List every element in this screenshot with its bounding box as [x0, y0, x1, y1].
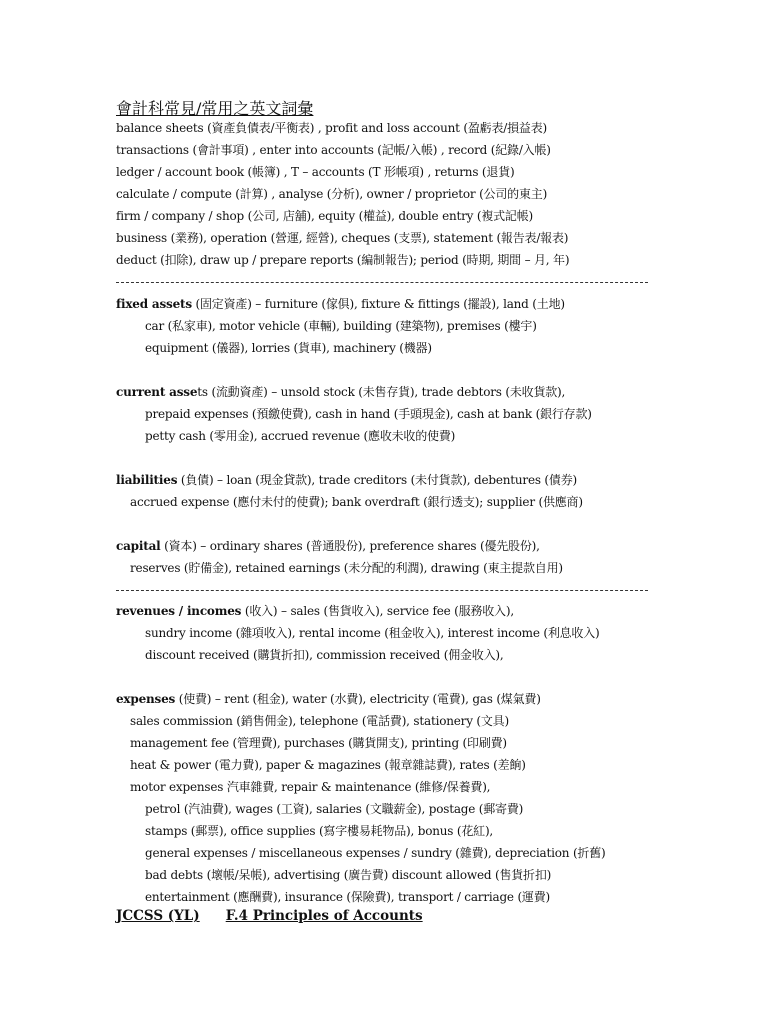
expenses-line: petrol (汽油費), wages (工資), salaries (文職薪金), postage (郵寄費) [145, 802, 524, 816]
section-divider [116, 282, 648, 283]
expenses-line: heat & power (電力費), paper & magazines (報章雜誌費), rates (差餉) [130, 758, 526, 772]
intro-line: business (業務), operation (營運, 經營), cheques (支票), statement (報告表/報表) [116, 231, 569, 245]
liabilities-heading: liabilities [116, 473, 178, 487]
current-assets-line: petty cash (零用金), accrued revenue (應收未收的使費) [145, 429, 456, 443]
revenues-line: discount received (購貨折扣), commission received (佣金收入), [145, 648, 504, 662]
section-divider [116, 590, 648, 591]
capital-text: (資本) – ordinary shares (普通股份), preference shares (優先股份), [160, 539, 540, 553]
intro-line: ledger / account book (帳簿) , T – accounts (T 形帳項) , returns (退貨) [116, 165, 515, 179]
capital-line: reserves (貯備金), retained earnings (未分配的利潤), drawing (東主提款自用) [130, 561, 563, 575]
liabilities-line [116, 472, 577, 488]
expenses-line: entertainment (應酬費), insurance (保險費), transport / carriage (運費) [145, 890, 551, 904]
expenses-line: bad debts (壞帳/呆帳), advertising (廣告費) discount allowed (售貨折扣) [145, 868, 552, 882]
capital-heading: capital [116, 539, 161, 553]
intro-line: calculate / compute (計算) , analyse (分析), owner / proprietor (公司的東主) [116, 187, 548, 201]
fixed-assets-text: (固定資產) – furniture (傢俱), fixture & fittings (擺設), land (土地) [191, 297, 565, 311]
intro-line: balance sheets (資產負債表/平衡表) , profit and loss account (盈虧表/損益表) [116, 121, 547, 135]
revenues-line: sundry income (雜項收入), rental income (租金收入), interest income (利息收入) [145, 626, 600, 640]
expenses-text: (使費) – rent (租金), water (水費), electricity (電費), gas (煤氣費) [175, 692, 541, 706]
document-title: 會計科常見/常用之英文詞彙 [116, 99, 314, 118]
revenues-line [116, 603, 514, 619]
fixed-assets-line: car (私家車), motor vehicle (車輛), building (建築物), premises (樓宇) [145, 319, 537, 333]
current-assets-line [116, 384, 565, 400]
intro-line: firm / company / shop (公司, 店舖), equity (權益), double entry (複式記帳) [116, 209, 534, 223]
fixed-assets-line [116, 296, 565, 312]
expenses-line: sales commission (銷售佣金), telephone (電話費), stationery (文具) [130, 714, 509, 728]
revenues-heading: revenues / incomes [116, 604, 242, 618]
footer-course: F.4 Principles of Accounts [225, 908, 423, 924]
expenses-line: general expenses / miscellaneous expenses / sundry (雜費), depreciation (折舊) [145, 846, 606, 860]
expenses-heading: expenses [116, 692, 176, 706]
current-assets-heading: current asse [116, 385, 198, 399]
intro-line: transactions (會計事項) , enter into accounts (記帳/入帳) , record (紀錄/入帳) [116, 143, 551, 157]
expenses-line: stamps (郵票), office supplies (寫字樓易耗物品), bonus (花紅), [145, 824, 494, 838]
footer-school: JCCSS (YL) [116, 908, 200, 924]
expenses-line [116, 691, 541, 707]
fixed-assets-heading: fixed assets [116, 297, 192, 311]
liabilities-line: accrued expense (應付未付的使費); bank overdraft (銀行透支); supplier (供應商) [130, 495, 583, 509]
intro-line: deduct (扣除), draw up / prepare reports (編制報告); period (時期, 期間 – 月, 年) [116, 253, 570, 267]
current-assets-line: prepaid expenses (預繳使費), cash in hand (手頭現金), cash at bank (銀行存款) [145, 407, 592, 421]
expenses-line: motor expenses 汽車雜費, repair & maintenance (維修/保養費), [130, 780, 491, 794]
fixed-assets-line: equipment (儀器), lorries (貨車), machinery (機器) [145, 341, 432, 355]
current-assets-text: ts (流動資產) – unsold stock (未售存貨), trade debtors (未收貨款), [197, 385, 566, 399]
page-footer [116, 908, 423, 924]
expenses-line: management fee (管理費), purchases (購貨開支), printing (印刷費) [130, 736, 507, 750]
capital-line [116, 538, 540, 554]
revenues-text: (收入) – sales (售貨收入), service fee (服務收入), [241, 604, 514, 618]
liabilities-text: (負債) – loan (現金貸款), trade creditors (未付貨款), debentures (債券) [177, 473, 577, 487]
